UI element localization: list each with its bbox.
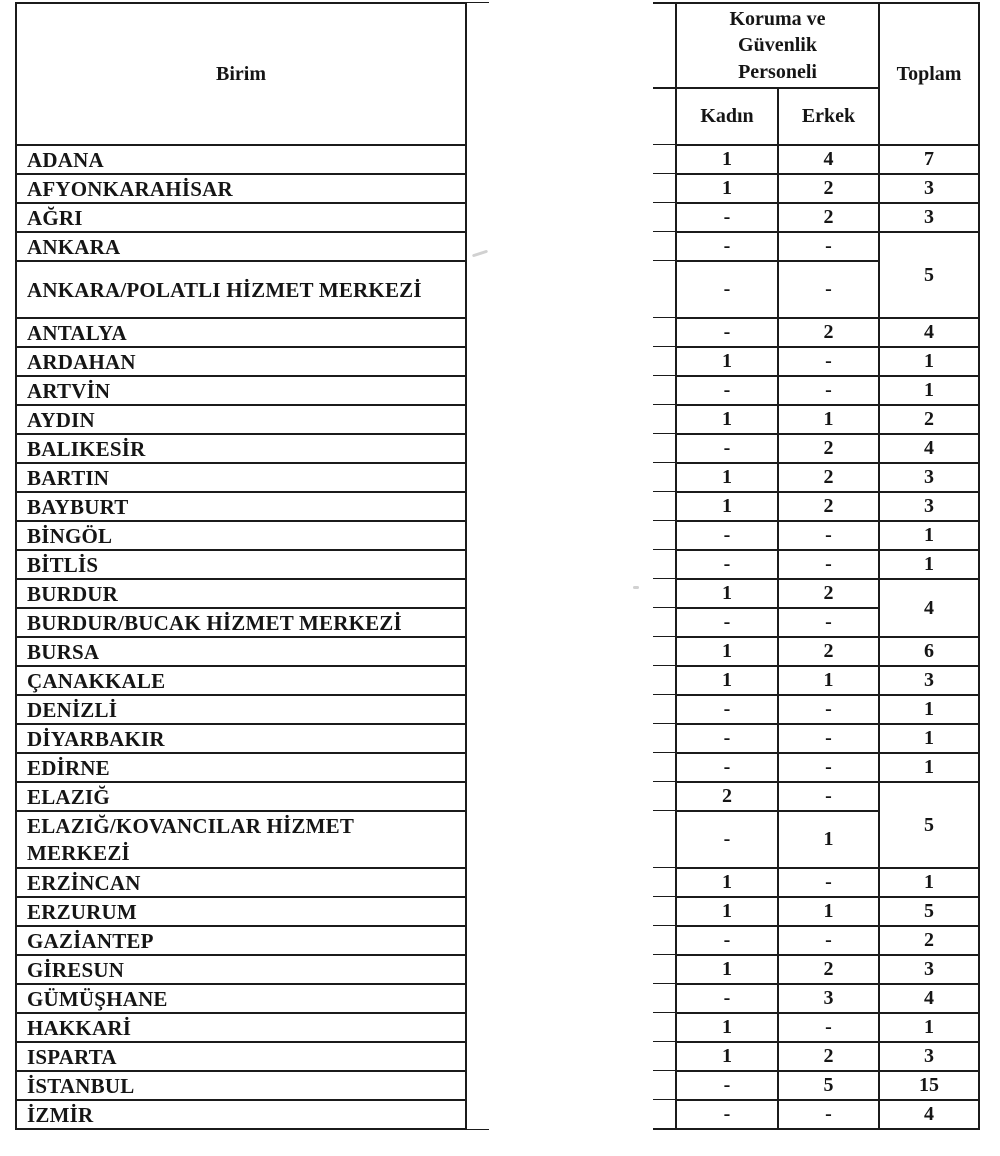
toplam-value-cell: 7 [879, 145, 979, 174]
erased-column-gap [466, 811, 676, 868]
erkek-value-cell: - [778, 347, 879, 376]
unit-name-cell: ANKARA/POLATLI HİZMET MERKEZİ [16, 261, 466, 318]
toplam-value-cell: 1 [879, 347, 979, 376]
header-toplam: Toplam [879, 3, 979, 145]
unit-name-cell: ELAZIĞ [16, 782, 466, 811]
erkek-value-cell: 1 [778, 897, 879, 926]
unit-name-cell: GAZİANTEP [16, 926, 466, 955]
erkek-value-cell: 1 [778, 666, 879, 695]
table-row [16, 868, 979, 897]
erkek-value-cell: 2 [778, 463, 879, 492]
toplam-value-cell: 3 [879, 203, 979, 232]
erased-column-gap [466, 376, 676, 405]
erkek-value-cell: 2 [778, 318, 879, 347]
scan-smudge [633, 586, 639, 589]
toplam-value-cell: 5 [879, 897, 979, 926]
toplam-value-cell: 4 [879, 434, 979, 463]
unit-name-cell: EDİRNE [16, 753, 466, 782]
erased-column-gap [466, 637, 676, 666]
unit-name-cell: BİTLİS [16, 550, 466, 579]
toplam-value-cell: 15 [879, 1071, 979, 1100]
erkek-value-cell: - [778, 782, 879, 811]
unit-name-cell: ANTALYA [16, 318, 466, 347]
erkek-value-cell: 2 [778, 955, 879, 984]
table-row [16, 1100, 979, 1129]
erkek-value-cell: - [778, 1100, 879, 1129]
kadin-value-cell: - [676, 550, 778, 579]
kadin-value-cell: 1 [676, 579, 778, 608]
kadin-value-cell: 1 [676, 1013, 778, 1042]
kadin-value-cell: 1 [676, 897, 778, 926]
kadin-value-cell: - [676, 753, 778, 782]
kadin-value-cell: - [676, 608, 778, 637]
unit-name-cell: DİYARBAKIR [16, 724, 466, 753]
table-body [16, 145, 979, 1129]
kadin-value-cell: - [676, 1100, 778, 1129]
erased-column-gap [466, 203, 676, 232]
erased-column-gap [466, 608, 676, 637]
toplam-value-cell: 4 [879, 579, 979, 637]
toplam-value-cell: 2 [879, 405, 979, 434]
erkek-value-cell: - [778, 724, 879, 753]
kadin-value-cell: 1 [676, 145, 778, 174]
table-row [16, 434, 979, 463]
header-birim: Birim [16, 3, 466, 145]
table-row [16, 811, 979, 868]
unit-name-cell: BURDUR/BUCAK HİZMET MERKEZİ [16, 608, 466, 637]
kadin-value-cell: - [676, 695, 778, 724]
toplam-value-cell: 5 [879, 782, 979, 868]
erased-column-gap [466, 724, 676, 753]
header-erkek: Erkek [778, 88, 879, 145]
toplam-value-cell: 3 [879, 492, 979, 521]
kadin-value-cell: 1 [676, 955, 778, 984]
erkek-value-cell: 2 [778, 492, 879, 521]
unit-name-cell: ERZİNCAN [16, 868, 466, 897]
erkek-value-cell: - [778, 926, 879, 955]
unit-name-cell: AĞRI [16, 203, 466, 232]
erased-column-gap [466, 926, 676, 955]
erkek-value-cell: - [778, 376, 879, 405]
unit-name-cell: ISPARTA [16, 1042, 466, 1071]
toplam-value-cell: 3 [879, 1042, 979, 1071]
unit-name-cell: ARTVİN [16, 376, 466, 405]
table-row [16, 405, 979, 434]
unit-name-cell: AYDIN [16, 405, 466, 434]
table-row [16, 1042, 979, 1071]
erkek-value-cell: 3 [778, 984, 879, 1013]
table-row [16, 955, 979, 984]
table-row [16, 261, 979, 318]
erkek-value-cell: - [778, 550, 879, 579]
toplam-value-cell: 4 [879, 318, 979, 347]
erkek-value-cell: 4 [778, 145, 879, 174]
unit-name-cell: AFYONKARAHİSAR [16, 174, 466, 203]
erased-column-gap [466, 579, 676, 608]
erased-column-gap [466, 666, 676, 695]
erkek-value-cell: - [778, 868, 879, 897]
table-row [16, 782, 979, 811]
table-row [16, 318, 979, 347]
toplam-value-cell: 3 [879, 955, 979, 984]
table-row [16, 897, 979, 926]
unit-name-cell: BURDUR [16, 579, 466, 608]
toplam-value-cell: 3 [879, 463, 979, 492]
erkek-value-cell: - [778, 753, 879, 782]
table-row [16, 550, 979, 579]
erased-column-gap [466, 695, 676, 724]
unit-name-cell: İZMİR [16, 1100, 466, 1129]
table-row [16, 232, 979, 261]
table-row [16, 463, 979, 492]
kadin-value-cell: - [676, 724, 778, 753]
table-row [16, 174, 979, 203]
kadin-value-cell: 2 [676, 782, 778, 811]
erkek-value-cell: 2 [778, 637, 879, 666]
erased-column-gap [466, 145, 676, 174]
toplam-value-cell: 1 [879, 753, 979, 782]
kadin-value-cell: - [676, 261, 778, 318]
unit-name-cell: ARDAHAN [16, 347, 466, 376]
erkek-value-cell: 1 [778, 811, 879, 868]
kadin-value-cell: - [676, 203, 778, 232]
toplam-value-cell: 1 [879, 521, 979, 550]
toplam-value-cell: 1 [879, 1013, 979, 1042]
kadin-value-cell: - [676, 984, 778, 1013]
table-row [16, 608, 979, 637]
erkek-value-cell: 2 [778, 579, 879, 608]
kadin-value-cell: 1 [676, 174, 778, 203]
unit-name-cell: ELAZIĞ/KOVANCILAR HİZMET MERKEZİ [16, 811, 466, 868]
erkek-value-cell: - [778, 232, 879, 261]
kadin-value-cell: - [676, 1071, 778, 1100]
kadin-value-cell: - [676, 434, 778, 463]
unit-name-cell: BARTIN [16, 463, 466, 492]
unit-name-cell: ADANA [16, 145, 466, 174]
unit-name-cell: ERZURUM [16, 897, 466, 926]
erkek-value-cell: 1 [778, 405, 879, 434]
kadin-value-cell: 1 [676, 492, 778, 521]
erased-column-gap [466, 434, 676, 463]
toplam-value-cell: 2 [879, 926, 979, 955]
unit-name-cell: ÇANAKKALE [16, 666, 466, 695]
erased-column-gap [466, 463, 676, 492]
erased-column-gap [466, 984, 676, 1013]
unit-name-cell: İSTANBUL [16, 1071, 466, 1100]
unit-name-cell: BİNGÖL [16, 521, 466, 550]
table-row [16, 724, 979, 753]
kadin-value-cell: 1 [676, 868, 778, 897]
kadin-value-cell: 1 [676, 347, 778, 376]
erased-column-gap [466, 174, 676, 203]
erkek-value-cell: - [778, 695, 879, 724]
toplam-value-cell: 1 [879, 724, 979, 753]
table-row [16, 492, 979, 521]
table-row [16, 695, 979, 724]
erkek-value-cell: 2 [778, 174, 879, 203]
erased-column-gap [466, 1042, 676, 1071]
erased-column-gap [466, 753, 676, 782]
header-row-group [16, 3, 979, 88]
kadin-value-cell: 1 [676, 463, 778, 492]
erased-column-gap [466, 1071, 676, 1100]
personnel-table [15, 2, 980, 1130]
toplam-value-cell: 1 [879, 550, 979, 579]
erased-column-gap [466, 1100, 676, 1129]
unit-name-cell: ANKARA [16, 232, 466, 261]
table-row [16, 666, 979, 695]
toplam-value-cell: 3 [879, 666, 979, 695]
toplam-value-cell: 1 [879, 376, 979, 405]
erkek-value-cell: - [778, 521, 879, 550]
erkek-value-cell: - [778, 261, 879, 318]
header-kadin: Kadın [676, 88, 778, 145]
unit-name-cell: GİRESUN [16, 955, 466, 984]
toplam-value-cell: 3 [879, 174, 979, 203]
table-row [16, 926, 979, 955]
erased-column-gap [466, 955, 676, 984]
erkek-value-cell: 2 [778, 1042, 879, 1071]
erased-column-gap [466, 492, 676, 521]
kadin-value-cell: 1 [676, 637, 778, 666]
erased-column-gap [466, 261, 676, 318]
erased-column-gap [466, 868, 676, 897]
table-row [16, 376, 979, 405]
toplam-value-cell: 1 [879, 695, 979, 724]
kadin-value-cell: - [676, 232, 778, 261]
table-row [16, 1071, 979, 1100]
table-row [16, 145, 979, 174]
erkek-value-cell: - [778, 608, 879, 637]
erased-column-gap [466, 1013, 676, 1042]
kadin-value-cell: - [676, 811, 778, 868]
erkek-value-cell: 5 [778, 1071, 879, 1100]
kadin-value-cell: - [676, 926, 778, 955]
erased-column-gap [466, 232, 676, 261]
table-row [16, 753, 979, 782]
toplam-value-cell: 4 [879, 1100, 979, 1129]
kadin-value-cell: 1 [676, 666, 778, 695]
erkek-value-cell: 2 [778, 203, 879, 232]
header-security-personnel-group: Koruma ve Güvenlik Personeli [676, 3, 879, 88]
unit-name-cell: BURSA [16, 637, 466, 666]
toplam-value-cell: 1 [879, 868, 979, 897]
erased-column-gap [466, 405, 676, 434]
erased-column-gap [466, 521, 676, 550]
toplam-value-cell: 6 [879, 637, 979, 666]
toplam-value-cell: 5 [879, 232, 979, 318]
kadin-value-cell: - [676, 521, 778, 550]
erased-column-gap [466, 550, 676, 579]
erased-column-gap [466, 897, 676, 926]
table-row [16, 984, 979, 1013]
table-header [16, 3, 979, 145]
kadin-value-cell: 1 [676, 1042, 778, 1071]
kadin-value-cell: - [676, 376, 778, 405]
erased-column-gap [466, 318, 676, 347]
erased-column-gap [466, 3, 676, 145]
table-row [16, 521, 979, 550]
erased-column-gap [466, 347, 676, 376]
toplam-value-cell: 4 [879, 984, 979, 1013]
table-row [16, 347, 979, 376]
table-row [16, 203, 979, 232]
table-row [16, 1013, 979, 1042]
unit-name-cell: DENİZLİ [16, 695, 466, 724]
erkek-value-cell: 2 [778, 434, 879, 463]
erased-column-gap [466, 782, 676, 811]
erkek-value-cell: - [778, 1013, 879, 1042]
unit-name-cell: BALIKESİR [16, 434, 466, 463]
unit-name-cell: HAKKARİ [16, 1013, 466, 1042]
table-row [16, 637, 979, 666]
kadin-value-cell: - [676, 318, 778, 347]
unit-name-cell: BAYBURT [16, 492, 466, 521]
unit-name-cell: GÜMÜŞHANE [16, 984, 466, 1013]
table-row [16, 579, 979, 608]
kadin-value-cell: 1 [676, 405, 778, 434]
